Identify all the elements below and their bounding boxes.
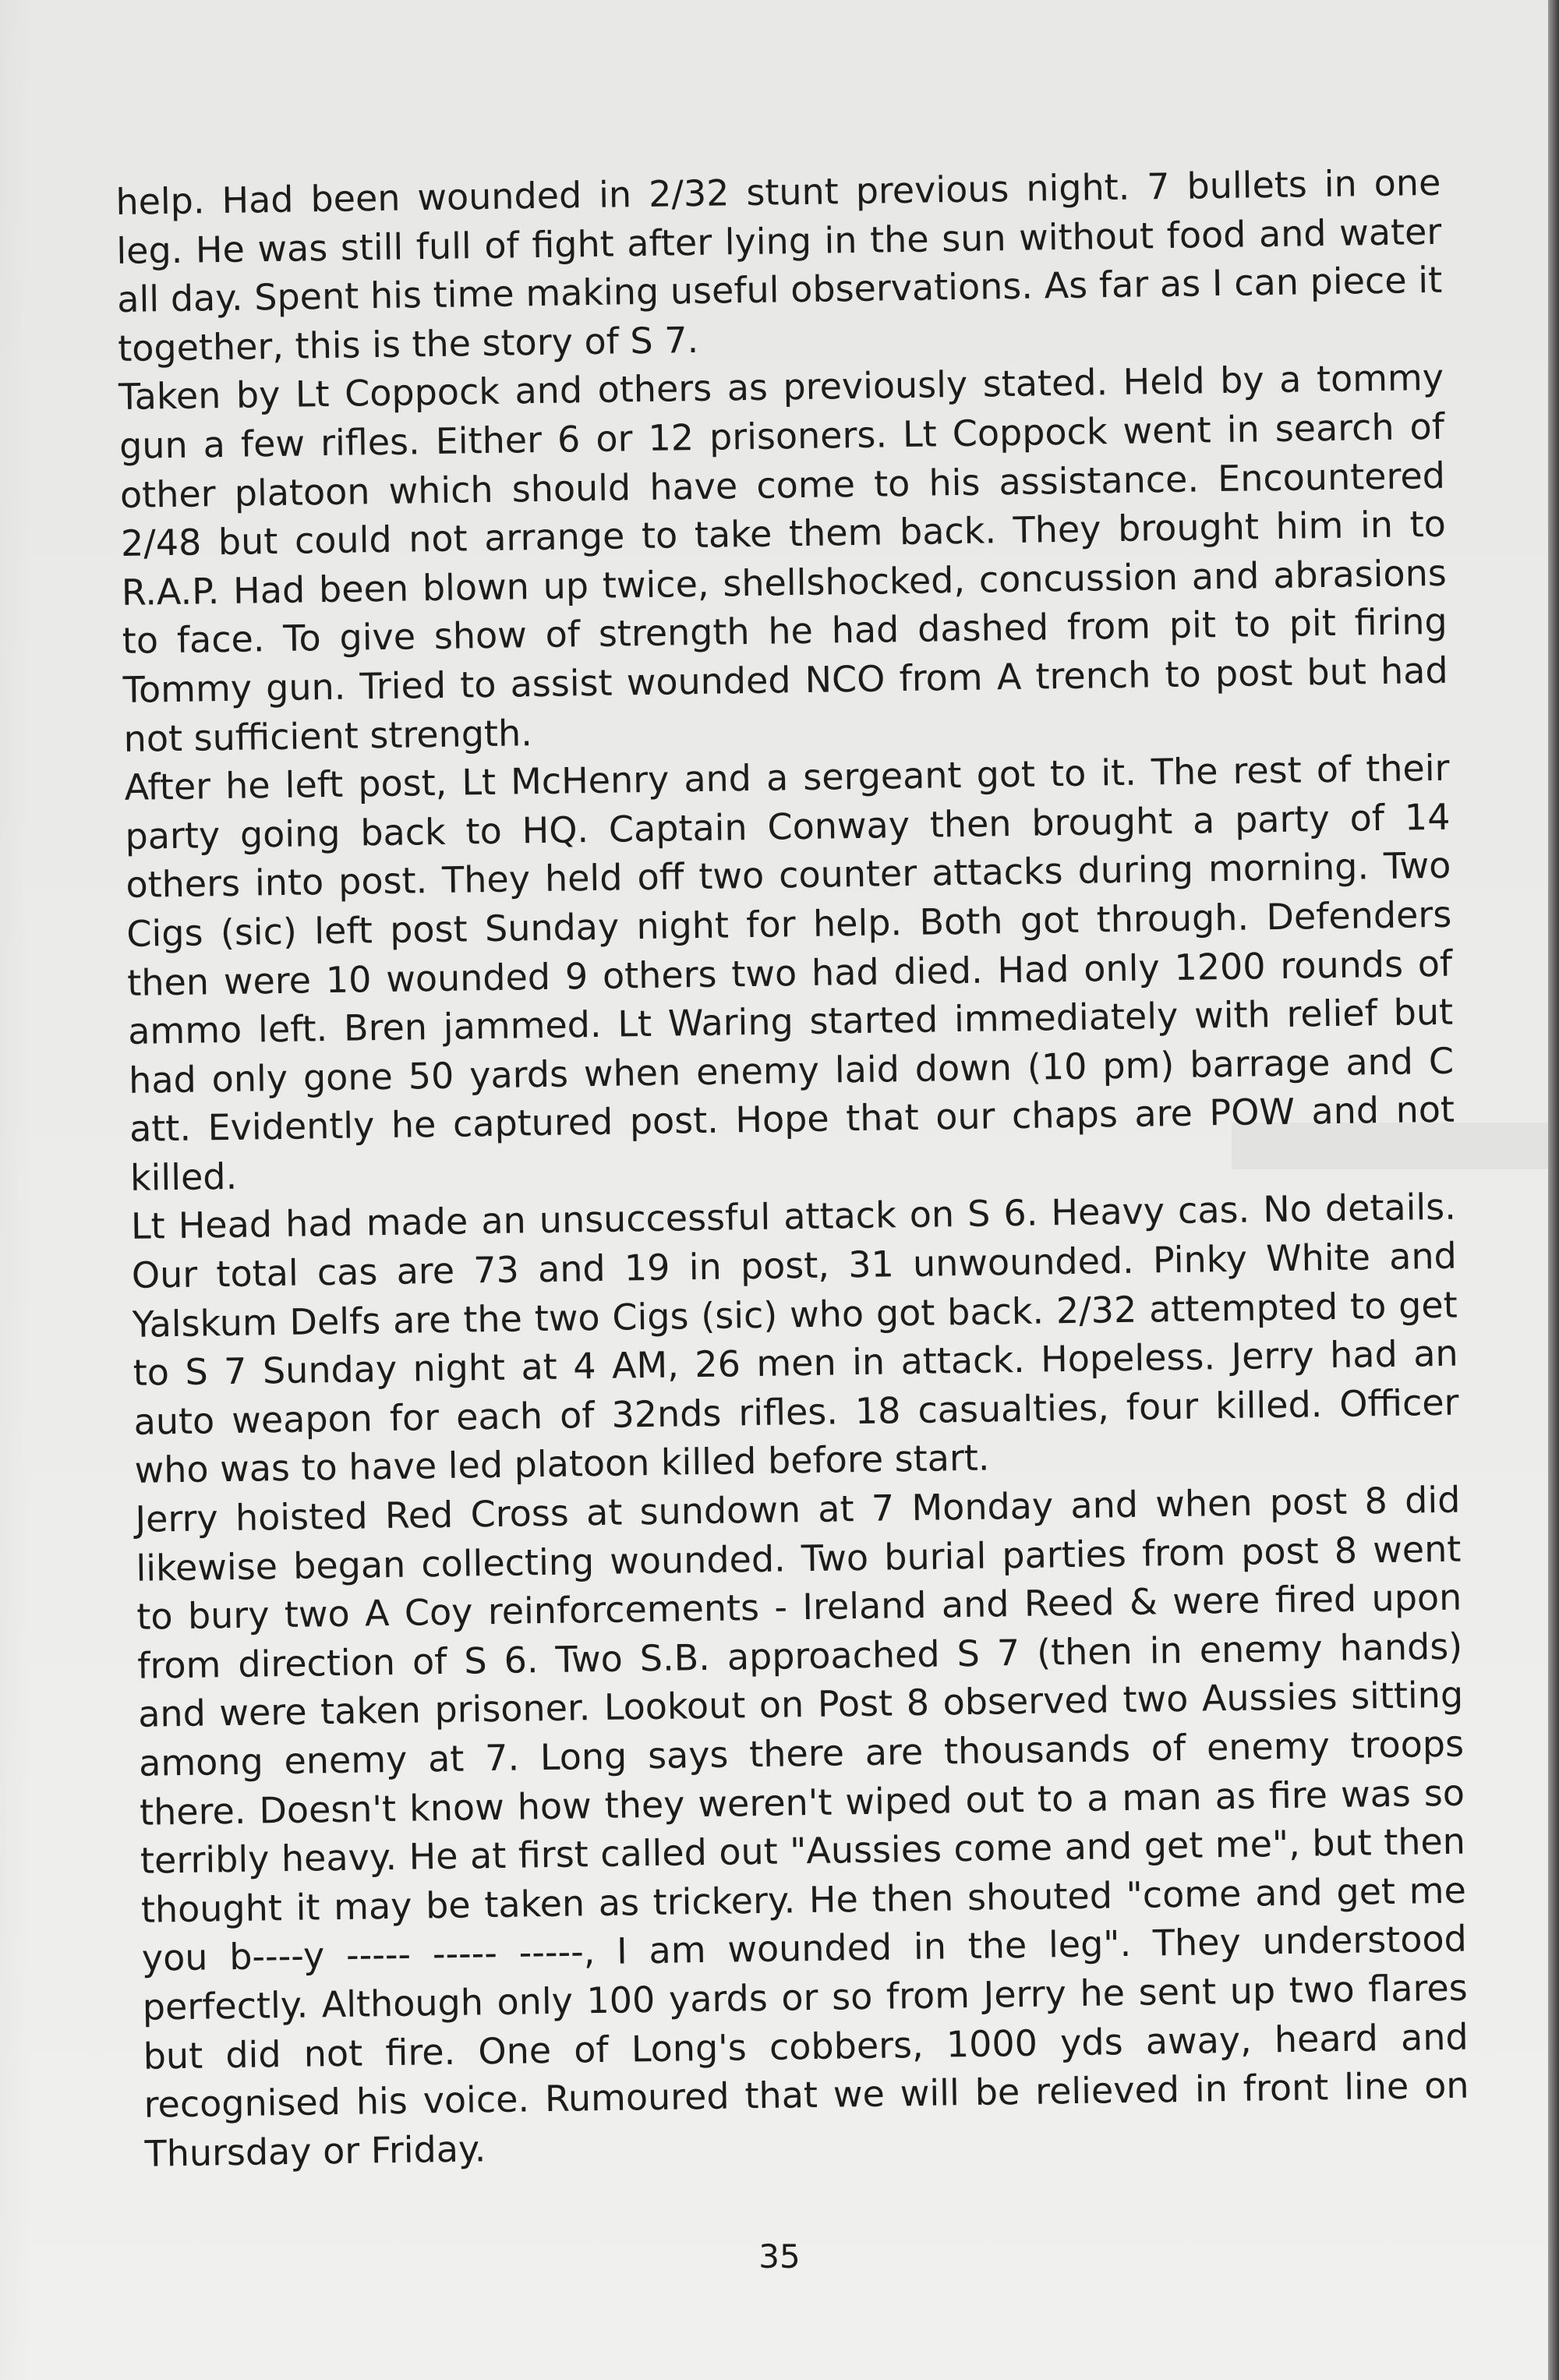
- paragraph-4: Lt Head had made an unsuccessful attack on S 6. Heavy cas. No details. Our total cas are 73 and 19 in post, 31 unwounded. Pinky White and Yalskum Delfs are the two Cigs (sic) who got back. 2/32 attempted to get to S 7 Sunday night at 4 AM, 26 men in attack. Hopeless. Jerry had an auto weapon for each of 32nds rifles. 18 casualties, four killed. Officer who was to have led platoon killed before start.: [130, 1186, 1459, 1492]
- paragraph-3: After he left post, Lt McHenry and a sergeant got to it. The rest of their party going back to HQ. Captain Conway then brought a party of 14 others into post. They held off two counter attacks during morning. Two Cigs (sic) left post Sunday night for help. Both got through. Defenders then were 10 wounded 9 others two had died. Had only 1200 rounds of ammo left. Bren jammed. Lt Waring started immediately with relief but had only gone 50 yards when enemy laid down (10 pm) barrage and C att. Evidently he captured post. Hope that our chaps are POW and not killed.: [124, 746, 1455, 1199]
- body-text: [115, 158, 1470, 2178]
- paragraph-1: help. Had been wounded in 2/32 stunt previous night. 7 bullets in one leg. He was still full of fight after lying in the sun without food and water all day. Spent his time making useful observations. As far as I can piece it together, this is the story of S 7.: [115, 161, 1443, 370]
- paragraph-2: Taken by Lt Coppock and others as previously stated. Held by a tommy gun a few rifles. Either 6 or 12 prisoners. Lt Coppock went in search of other platoon which should have come to his assistance. Encountered 2/48 but could not arrange to take them back. They brought him in to R.A.P. Had been blown up twice, shellshocked, concussion and abrasions to face. To give show of strength he had dashed from pit to pit firing Tommy gun. Tried to assist wounded NCO from A trench to post but had not sufficient strength.: [118, 356, 1448, 760]
- paragraph-5: Jerry hoisted Red Cross at sundown at 7 Monday and when post 8 did likewise began collecting wounded. Two burial parties from post 8 went to bury two A Coy reinforcements - Ireland and Reed & were fired upon from direction of S 6. Two S.B. approached S 7 (then in enemy hands) and were taken prisoner. Lookout on Post 8 observed two Aussies sitting among enemy at 7. Long says there are thousands of enemy troops there. Doesn't know how they weren't wiped out to a man as fire was so terribly heavy. He at first called out "Aussies come and get me", but then thought it may be taken as trickery. He then shouted "come and get me you b----y ----- ----- -----, I am wounded in the leg". They understood perfectly. Although only 100 yards or so from Jerry he sent up two flares but did not fire. One of Long's cobbers, 1000 yds away, heard and recognised his voice. Rumoured that we will be relieved in front line on Thursday or Friday.: [135, 1478, 1469, 2175]
- page-edge-shadow: [1548, 0, 1559, 2380]
- page-number: 35: [758, 2237, 801, 2276]
